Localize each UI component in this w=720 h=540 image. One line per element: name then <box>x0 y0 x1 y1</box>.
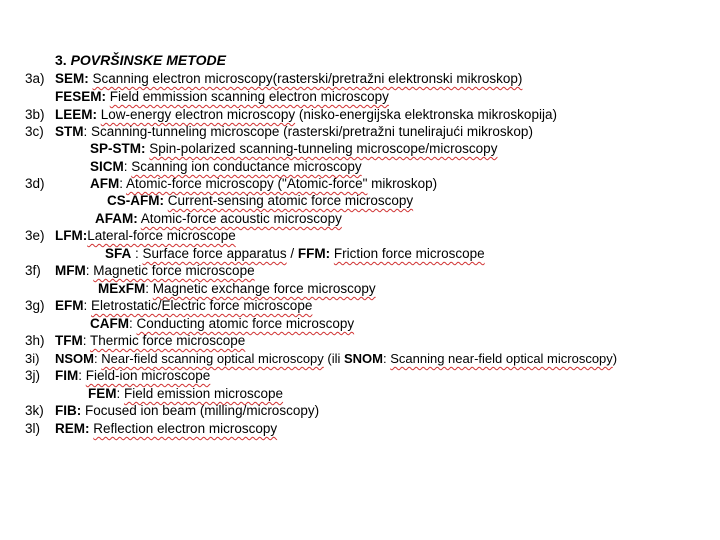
method-description <box>55 123 533 141</box>
method-abbreviation: CS-AFM: <box>107 193 164 208</box>
method-description <box>90 140 497 158</box>
item-number: 3j) <box>25 368 41 383</box>
method-abbreviation: FEM <box>88 386 117 401</box>
method-abbreviation: SNOM <box>344 351 383 366</box>
section-title <box>55 52 226 68</box>
item-number: 3c) <box>25 124 44 139</box>
method-text: : <box>383 351 391 366</box>
method-description <box>98 280 376 298</box>
method-abbreviation: AFM <box>90 176 120 191</box>
method-description <box>88 385 283 403</box>
method-description <box>95 210 342 228</box>
method-description <box>55 402 319 420</box>
method-abbreviation: SFA <box>105 246 132 261</box>
method-text: : <box>129 316 137 331</box>
method-text: Scanning near-field optical microscopy <box>390 351 613 366</box>
method-text: : <box>94 351 102 366</box>
method-description <box>55 106 557 124</box>
item-number: 3e) <box>25 228 45 243</box>
method-text: Atomic-force acoustic microscopy <box>140 211 342 226</box>
item-number: 3b) <box>25 107 45 122</box>
method-abbreviation: AFAM: <box>95 211 138 226</box>
method-text: : <box>116 386 125 401</box>
method-text: Conducting atomic force microscopy <box>136 316 355 331</box>
item-number: 3a) <box>25 71 45 86</box>
method-text: Surface force apparatus <box>142 246 287 261</box>
method-description <box>90 315 354 333</box>
method-text: : <box>78 368 86 383</box>
method-abbreviation: NSOM <box>55 351 94 366</box>
method-text: Thermic force microscope <box>90 333 246 348</box>
item-number: 3i) <box>25 351 40 366</box>
method-text: : <box>145 281 153 296</box>
method-abbreviation: LEEM: <box>55 107 97 122</box>
method-text: Atomic-force microscopy ("Atomic-force" <box>126 176 368 191</box>
method-abbreviation: MExFM <box>98 281 146 296</box>
method-text: : <box>83 298 92 313</box>
method-abbreviation: SP-STM: <box>90 141 146 156</box>
method-text: Field emission microscope <box>124 386 284 401</box>
method-text: Field-ion microscope <box>85 368 211 383</box>
method-description <box>105 245 485 263</box>
method-text: : <box>82 333 91 348</box>
method-text: Magnetic exchange force microscopy <box>152 281 376 296</box>
section-number: 3. <box>55 52 67 68</box>
method-description <box>107 192 413 210</box>
method-text: : Scanning-tunneling microscope (rasterski/pretražni tunelirajući mikroskop) <box>83 124 533 139</box>
method-description <box>55 88 389 106</box>
method-abbreviation: SICM <box>90 159 124 174</box>
method-text: Scanning electron microscopy(rasterski/pretražni elektronski mikroskop) <box>92 71 523 86</box>
method-text: Magnetic force microscope <box>93 263 255 278</box>
item-number: 3k) <box>25 403 44 418</box>
method-text: : <box>85 263 94 278</box>
method-description <box>55 262 255 280</box>
method-abbreviation: STM <box>55 124 84 139</box>
method-text: Field emmission scanning electron microscopy <box>109 89 389 104</box>
method-description <box>55 227 236 245</box>
method-text: mikroskop) <box>367 176 438 191</box>
method-abbreviation: SEM: <box>55 71 89 86</box>
method-description <box>55 420 277 438</box>
method-text: Low-energy electron microscopy <box>100 107 296 122</box>
method-description <box>55 70 522 88</box>
method-abbreviation: FIM <box>55 368 79 383</box>
method-description <box>55 297 312 315</box>
method-text: Scanning ion conductance microscopy <box>131 159 362 174</box>
item-number: 3d) <box>25 176 45 191</box>
method-abbreviation: TFM <box>55 333 83 348</box>
method-abbreviation: CAFM <box>90 316 129 331</box>
item-number: 3g) <box>25 298 45 313</box>
method-description <box>55 367 210 385</box>
method-text: Current-sensing atomic force microscopy <box>167 193 414 208</box>
method-abbreviation: FIB: <box>55 403 82 418</box>
method-text: Friction force microscope <box>333 246 485 261</box>
method-abbreviation: MFM <box>55 263 86 278</box>
method-text: Lateral-force microscope <box>87 228 236 243</box>
method-text: Eletrostatic/Electric force microscope <box>91 298 313 313</box>
item-number: 3h) <box>25 333 45 348</box>
method-description <box>55 332 245 350</box>
method-abbreviation: FFM: <box>297 246 331 261</box>
section-title-text: POVRŠINSKE METODE <box>70 52 226 68</box>
method-abbreviation: REM: <box>55 421 90 436</box>
item-number: 3f) <box>25 263 41 278</box>
method-description <box>55 350 617 368</box>
item-number: 3l) <box>25 421 41 436</box>
method-text: : <box>131 246 143 261</box>
method-text: : <box>119 176 127 191</box>
method-description <box>90 175 437 193</box>
method-text: (ili <box>323 351 344 366</box>
method-abbreviation: FESEM: <box>55 89 107 104</box>
method-text: Focused ion beam (milling/microscopy) <box>81 403 320 418</box>
method-text: : <box>123 159 132 174</box>
method-text: Near-field scanning optical microscopy <box>101 351 324 366</box>
method-text: (nisko-energijska elektronska mikroskopija) <box>295 107 557 122</box>
method-abbreviation: LFM: <box>55 228 88 243</box>
method-text: Reflection electron microscopy <box>93 421 278 436</box>
method-description <box>90 158 362 176</box>
method-text: / <box>286 246 298 261</box>
method-text: ) <box>612 351 618 366</box>
method-abbreviation: EFM <box>55 298 84 313</box>
method-text: Spin-polarized scanning-tunneling microscope/microscopy <box>149 141 498 156</box>
